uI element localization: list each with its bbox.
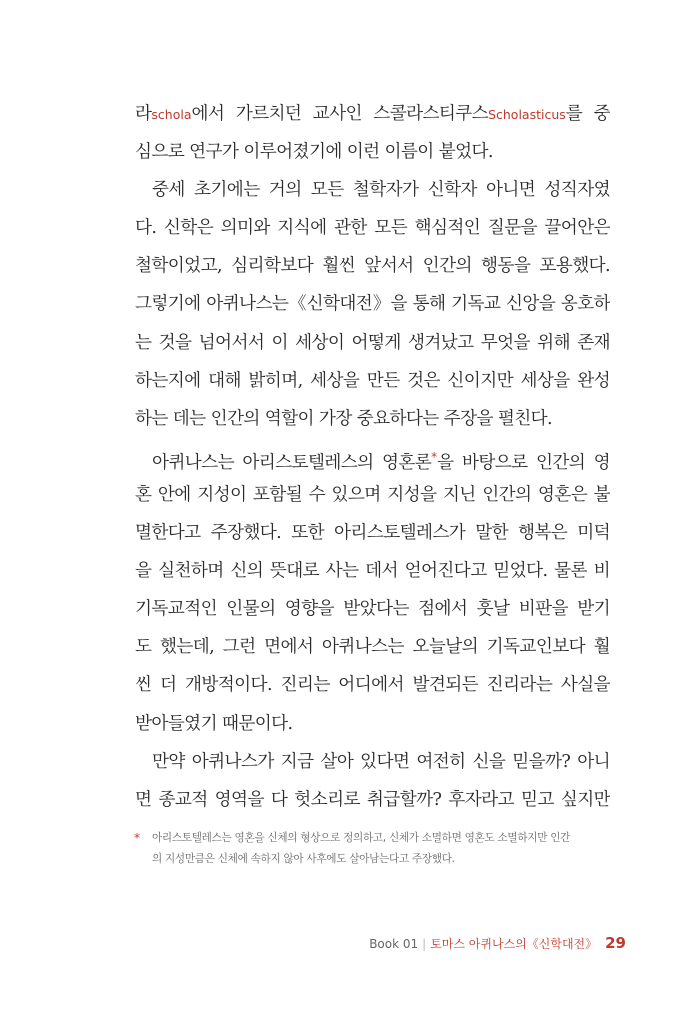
text-fragment: 아퀴나스는 아리스토텔레스의 영혼론 <box>152 452 432 473</box>
text-line-7: 는 것을 넘어서서 이 세상이 어떻게 생겨났고 무엇을 위해 존재 <box>135 332 610 353</box>
footnote-reference[interactable]: * <box>431 449 438 464</box>
text-fragment: 을 바탕으로 인간의 영 <box>437 452 610 473</box>
text-fragment: 라 <box>135 104 152 124</box>
body-text <box>135 95 610 819</box>
text-line-8: 하는지에 대해 밝히며, 세상을 만든 것은 신이지만 세상을 완성 <box>135 370 610 391</box>
text-line-9: 하는 데는 인간의 역할이 가장 중요하다는 주장을 펼친다. <box>135 408 553 429</box>
footer-separator: | <box>422 937 427 951</box>
text-line-4: 다. 신학은 의미와 지식에 관한 모든 핵심적인 질문을 끌어안은 <box>135 218 610 239</box>
footnote <box>135 828 615 870</box>
text-line-12: 멸한다고 주장했다. 또한 아리스토텔레스가 말한 행복은 미덕 <box>135 523 610 544</box>
book-label: Book 01 <box>369 937 419 951</box>
text-line-18: 만약 아퀴나스가 지금 살아 있다면 여전히 신을 믿을까? 아니 <box>152 751 610 772</box>
text-line-11: 혼 안에 지성이 포함될 수 있으며 지성을 지닌 인간의 영혼은 불 <box>135 484 610 505</box>
text-line-6: 그렇기에 아퀴나스는《신학대전》을 통해 기독교 신앙을 옹호하 <box>135 294 610 315</box>
text-line-15: 도 했는데, 그런 면에서 아퀴나스는 오늘날의 기독교인보다 훨 <box>135 637 610 658</box>
chapter-title: 토마스 아퀴나스의《신학대전》 <box>430 937 598 951</box>
page-footer <box>369 934 626 952</box>
text-fragment: 에서 가르치던 교사인 스콜라스티쿠스 <box>191 104 489 124</box>
text-line-3: 중세 초기에는 거의 모든 철학자가 신학자 아니면 성직자였 <box>152 180 610 201</box>
footnote-marker: * <box>134 831 140 845</box>
text-line-10 <box>135 438 610 476</box>
text-line-5: 철학이었고, 심리학보다 훨씬 앞서서 인간의 행동을 포용했다. <box>135 256 610 277</box>
latin-term: Scholasticus <box>488 107 566 122</box>
text-line-13: 을 실천하며 신의 뜻대로 사는 데서 얻어진다고 믿었다. 물론 비 <box>135 561 610 582</box>
page-number: 29 <box>605 934 626 952</box>
text-line-14: 기독교적인 인물의 영향을 받았다는 점에서 훗날 비판을 받기 <box>135 599 610 620</box>
footnote-line-1: 아리스토텔레스는 영혼을 신체의 형상으로 정의하고, 신체가 소멸하면 영혼도 소멸하지만 인간 <box>152 832 571 844</box>
footnote-line-2: 의 지성만큼은 신체에 속하지 않아 사후에도 살아남는다고 주장했다. <box>152 853 455 865</box>
text-fragment: 를 중 <box>565 104 610 124</box>
text-line-16: 씬 더 개방적이다. 진리는 어디에서 발견되든 진리라는 사실을 <box>135 675 610 696</box>
text-line-17: 받아들였기 때문이다. <box>135 713 293 734</box>
text-line-1 <box>135 95 610 133</box>
text-line-19: 면 종교적 영역을 다 헛소리로 취급할까? 후자라고 믿고 싶지만 <box>135 789 610 810</box>
latin-term: schola <box>151 107 192 122</box>
text-line-2: 심으로 연구가 이루어졌기에 이런 이름이 붙었다. <box>135 142 493 163</box>
